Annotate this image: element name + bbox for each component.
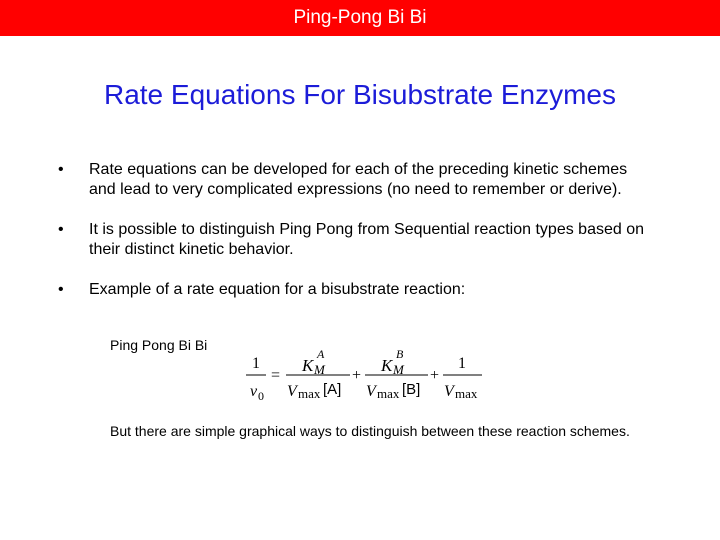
banner-title: Ping-Pong Bi Bi [293, 7, 427, 28]
bullet-item [58, 220, 658, 260]
bullet-item [58, 280, 658, 300]
slide-title: Rate Equations For Bisubstrate Enzymes [103, 79, 616, 110]
eq-m-sub: M [314, 362, 325, 377]
eq-v: V [444, 383, 454, 400]
eq-a-sup: A [317, 347, 325, 361]
eq-lhs-v: v [250, 383, 258, 400]
bullet-item [58, 160, 658, 200]
closing-note: But there are simple graphical ways to distinguish between these reaction schemes. [110, 423, 630, 439]
header-banner [0, 0, 720, 36]
bullet-dot: • [58, 221, 64, 238]
eq-lhs-sub: 0 [258, 389, 264, 403]
bullet-dot: • [58, 281, 64, 298]
eq-bracket-a: [A] [323, 381, 342, 398]
eq-v: V [366, 383, 376, 400]
bullet-dot: • [58, 161, 64, 178]
eq-k: K [381, 356, 393, 375]
eq-v: V [287, 383, 297, 400]
bullet-list [58, 160, 658, 320]
sub-label: Ping Pong Bi Bi [110, 337, 208, 353]
eq-bracket-b: [B] [402, 381, 421, 398]
eq-one: 1 [458, 355, 466, 372]
eq-k: K [302, 356, 314, 375]
eq-b-sup: B [396, 347, 404, 361]
eq-plus: + [352, 367, 362, 384]
bullet-text: Example of a rate equation for a bisubstrate reaction: [89, 281, 466, 298]
eq-max-sub: max [377, 386, 400, 401]
eq-lhs-numerator: 1 [252, 355, 260, 372]
eq-equals: = [271, 367, 281, 384]
eq-plus: + [430, 367, 440, 384]
eq-m-sub: M [393, 362, 404, 377]
bullet-text: Rate equations can be developed for each of the preceding kinetic schemes and lead to very complicated expressions (no need to remember or derive). [89, 161, 628, 198]
eq-max-sub: max [455, 386, 478, 401]
eq-max-sub: max [298, 386, 321, 401]
rate-equation [244, 346, 494, 408]
bullet-text: It is possible to distinguish Ping Pong from Sequential reaction types based on their distinct kinetic behavior. [89, 221, 644, 258]
